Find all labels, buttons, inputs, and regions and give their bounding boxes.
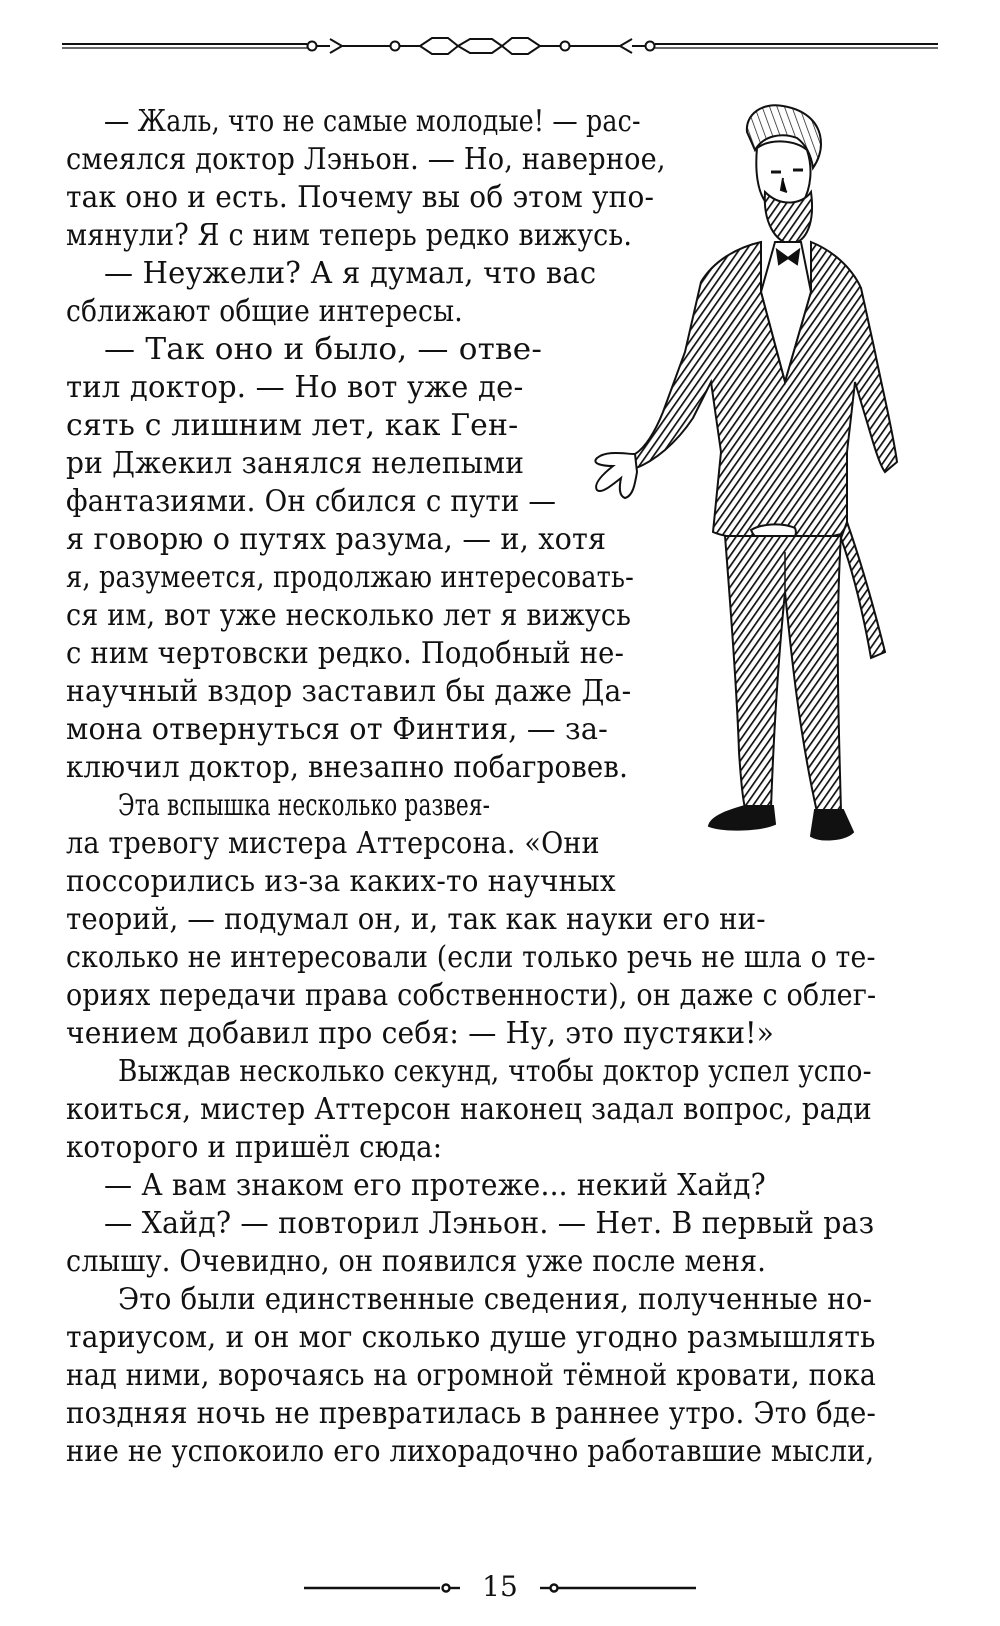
text-line: смеялся доктор Лэньон. — Но, наверное, — [66, 142, 666, 176]
text-line: научный вздор заставил бы даже Да- — [66, 674, 632, 708]
text-line: сять с лишним лет, как Ген- — [66, 408, 519, 442]
text-line: ся им, вот уже несколько лет я вижусь — [66, 598, 632, 632]
text-line: поздняя ночь не превратилась в раннее утро. Это бде- — [66, 1396, 877, 1430]
text-line: мона отвернуться от Финтия, — за- — [66, 712, 609, 746]
text-line: с ним чертовски редко. Подобный не- — [66, 636, 625, 670]
text-line: чением добавил про себя: — Ну, это пустяки!» — [66, 1016, 775, 1050]
text-line: тариусом, и он мог сколько душе угодно размышлять — [66, 1320, 876, 1354]
page-number: 15 — [465, 1570, 535, 1604]
text-line: я, разумеется, продолжаю интересовать- — [66, 560, 634, 594]
text-line: — Так оно и было, — отве- — [104, 332, 543, 366]
text-line: коиться, мистер Аттерсон наконец задал вопрос, ради — [66, 1092, 872, 1126]
text-line: — А вам знаком его протеже... некий Хайд? — [104, 1168, 766, 1202]
text-line: ла тревогу мистера Аттерсона. «Они — [66, 826, 600, 860]
text-line: над ними, ворочаясь на огромной тёмной кровати, пока — [66, 1358, 877, 1392]
text-line: сколько не интересовали (если только речь не шла о те- — [66, 940, 876, 974]
text-line: тил доктор. — Но вот уже де- — [66, 370, 524, 404]
text-line: ключил доктор, внезапно побагровев. — [66, 750, 629, 784]
text-line: которого и пришёл сюда: — [66, 1130, 443, 1164]
text-line: поссорились из-за каких-то научных — [66, 864, 616, 898]
text-line: — Неужели? А я думал, что вас — [104, 256, 597, 290]
text-line: мянули? Я с ним теперь редко вижусь. — [66, 218, 633, 252]
text-line: фантазиями. Он сбился с пути — — [66, 484, 557, 518]
text-line: — Жаль, что не самые молодые! — рас- — [104, 104, 641, 138]
text-line: теорий, — подумал он, и, так как науки его ни- — [66, 902, 766, 936]
text-line: сближают общие интересы. — [66, 294, 463, 328]
text-line: — Хайд? — повторил Лэньон. — Нет. В первый раз — [104, 1206, 875, 1240]
text-line: Эта вспышка несколько развея- — [118, 788, 491, 822]
text-line: ние не успокоило его лихорадочно работавшие мысли, — [66, 1434, 875, 1468]
text-line: ориях передачи права собственности), он даже с облег- — [66, 978, 877, 1012]
text-line: Выждав несколько секунд, чтобы доктор успел успо- — [118, 1054, 872, 1088]
top-ornament-rule-icon — [60, 30, 940, 66]
text-line: я говорю о путях разума, — и, хотя — [66, 522, 607, 556]
text-line: слышу. Очевидно, он появился уже после меня. — [66, 1244, 767, 1278]
text-line: Это были единственные сведения, полученные но- — [118, 1282, 873, 1316]
text-line: так оно и есть. Почему вы об этом упо- — [66, 180, 655, 214]
page-footer — [0, 1566, 1000, 1610]
text-line: ри Джекил занялся нелепыми — [66, 446, 525, 480]
